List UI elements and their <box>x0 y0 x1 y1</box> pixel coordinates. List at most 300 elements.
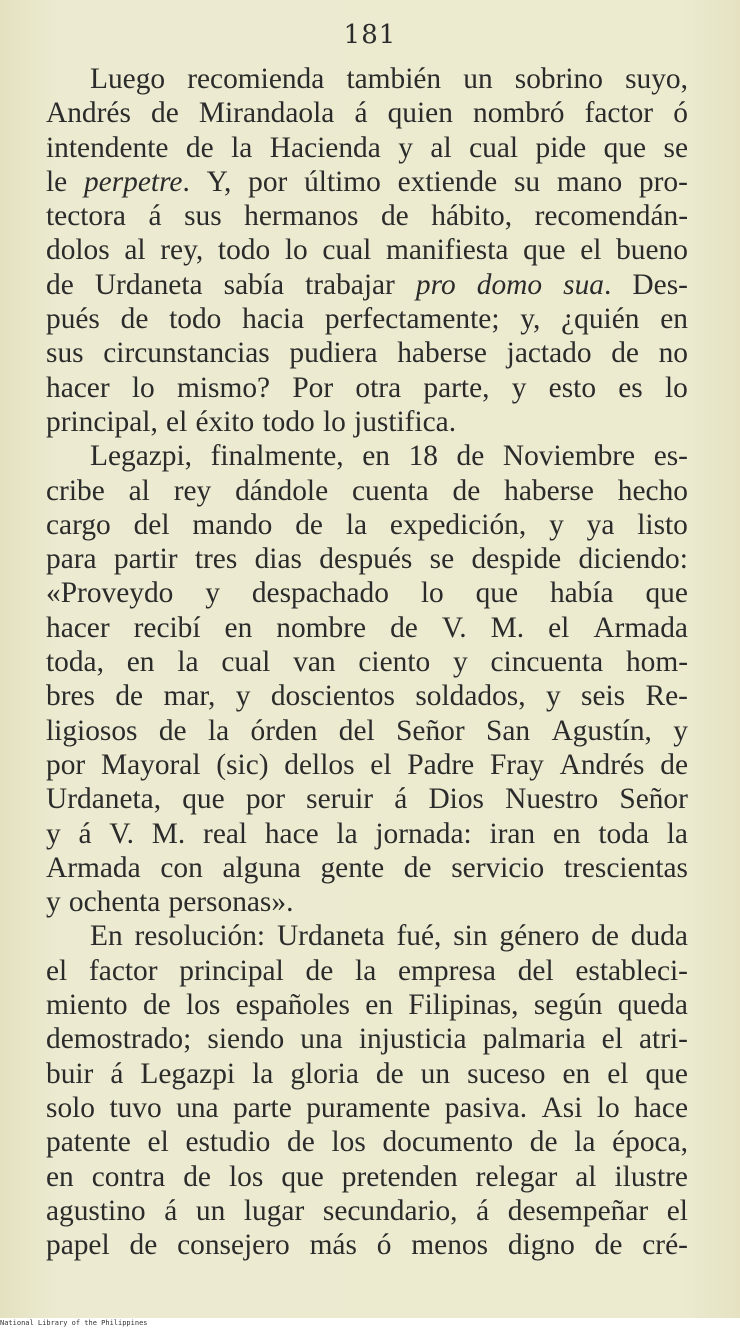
word: papel <box>46 1229 110 1262</box>
word: bres <box>46 680 95 713</box>
word: principal <box>179 954 284 987</box>
word: tres <box>194 543 238 576</box>
text-line <box>46 1228 688 1262</box>
word: un <box>420 1057 451 1090</box>
word: Re- <box>645 680 688 713</box>
word: un <box>195 1194 226 1227</box>
word: documento <box>382 1126 514 1159</box>
text-line <box>46 405 688 439</box>
word: Mayoral <box>100 748 201 781</box>
word: toda, <box>46 646 104 679</box>
word: domo <box>476 268 543 301</box>
word: de <box>660 748 688 781</box>
word: en <box>552 817 581 850</box>
text-line <box>46 885 688 919</box>
word: la <box>574 1126 596 1159</box>
text-line <box>46 1022 688 1056</box>
word: alguna <box>222 851 301 884</box>
word: de <box>185 131 214 164</box>
word: según <box>533 989 603 1022</box>
word: de <box>611 337 639 370</box>
word: había <box>549 577 614 610</box>
word: despide <box>471 543 562 576</box>
word: los <box>228 1160 264 1193</box>
word: jactado <box>506 337 592 370</box>
word: en <box>365 989 393 1022</box>
text-line <box>46 748 688 782</box>
word: es- <box>653 440 688 473</box>
word: Señor <box>619 783 688 816</box>
word: hacia <box>242 303 305 336</box>
word: mar, <box>163 680 216 713</box>
word: duda <box>630 920 688 953</box>
word: Asi <box>541 1091 583 1124</box>
text-line <box>46 851 688 885</box>
word: le <box>46 165 68 198</box>
word: Por <box>292 371 334 404</box>
word: de <box>183 1160 211 1193</box>
text-line <box>46 1091 688 1125</box>
word: Noviembre <box>502 440 636 473</box>
text-line <box>46 679 688 713</box>
word: seruir <box>306 783 374 816</box>
word: toda <box>598 817 649 850</box>
word: cargo <box>46 508 111 541</box>
text-line <box>46 131 688 165</box>
word: pasiva. <box>444 1091 528 1124</box>
word: á <box>78 817 92 850</box>
word: la <box>177 646 199 679</box>
word: de <box>120 303 149 336</box>
word: en <box>126 646 155 679</box>
word: hábito, <box>431 200 513 233</box>
word: atri- <box>639 1023 688 1056</box>
word: el <box>46 954 68 987</box>
text-line <box>46 199 688 233</box>
text-line <box>46 1125 688 1159</box>
word: Luego <box>90 63 166 95</box>
word: Mirandaola <box>198 97 335 130</box>
word: perpetre. <box>83 165 190 198</box>
word: de <box>142 989 171 1022</box>
word: V. <box>441 611 467 644</box>
word: que <box>645 577 688 610</box>
word: pro- <box>638 165 688 198</box>
word: cincuenta <box>490 646 604 679</box>
word: es <box>618 371 643 404</box>
text-line <box>46 96 688 130</box>
text-line <box>46 371 688 405</box>
word: solo <box>46 1091 95 1124</box>
word: todo <box>169 303 222 336</box>
word: de <box>129 1229 158 1262</box>
word: que <box>475 577 519 610</box>
word: y <box>549 508 564 541</box>
word: principal, <box>46 405 158 438</box>
word: miento <box>46 989 128 1022</box>
word: sus <box>184 200 222 233</box>
word: por <box>245 783 285 816</box>
word: sobrino <box>514 63 603 95</box>
text-line <box>46 233 688 267</box>
word: agustino <box>46 1194 146 1227</box>
word: factor <box>584 97 654 130</box>
word: los <box>186 989 221 1022</box>
word: esto <box>548 371 597 404</box>
word: y <box>545 680 561 713</box>
word: hom- <box>625 646 688 679</box>
word: V. <box>109 817 135 850</box>
word: no <box>658 337 688 370</box>
word: una <box>176 1091 219 1124</box>
word: en <box>224 611 253 644</box>
word: ochenta <box>68 886 161 919</box>
word: que <box>523 234 566 267</box>
word: una <box>300 1023 343 1056</box>
word: puramente <box>306 1091 431 1124</box>
word: sabía <box>223 268 285 301</box>
word: M. <box>151 817 186 850</box>
word: que <box>645 1057 688 1090</box>
word: despachado <box>251 577 389 610</box>
word: Señor <box>396 714 465 747</box>
text-line <box>46 508 688 542</box>
word: demostrado; <box>46 1023 192 1056</box>
word: 18 <box>408 440 438 473</box>
word: bueno <box>616 234 688 267</box>
text-line <box>46 714 688 748</box>
page-number: 181 <box>343 20 397 50</box>
text-line <box>46 611 688 645</box>
word: de <box>295 508 323 541</box>
word: de <box>158 714 187 747</box>
word: Dios <box>428 783 484 816</box>
word: consejero <box>177 1229 290 1262</box>
word: suyo, <box>625 63 688 95</box>
word: Y, <box>206 165 232 198</box>
word: su <box>513 165 541 198</box>
word: buir <box>46 1057 94 1090</box>
word: de <box>591 920 619 953</box>
word: y <box>453 646 468 679</box>
word: á <box>148 200 162 233</box>
word: Andrés <box>559 748 645 781</box>
word: rey, <box>160 234 204 267</box>
word: nombró <box>473 97 565 130</box>
text-line <box>46 576 688 610</box>
word: seis <box>581 680 626 713</box>
word: trabajar <box>305 268 395 301</box>
word: lo <box>322 405 346 438</box>
word: hecho <box>617 474 688 507</box>
word: sus <box>46 337 84 370</box>
word: van <box>293 646 336 679</box>
word: estableci- <box>575 954 688 987</box>
word: Filipinas, <box>408 989 519 1022</box>
word: expedición, <box>389 508 527 541</box>
word: en <box>660 303 688 336</box>
word: á <box>394 783 408 816</box>
word: secundario, <box>322 1194 458 1227</box>
word: hacer <box>46 371 110 404</box>
word: los <box>331 1126 366 1159</box>
word: del <box>133 508 170 541</box>
word: en <box>46 1160 74 1193</box>
word: recibí <box>133 611 201 644</box>
word: dellos <box>284 748 355 781</box>
word: menos <box>411 1229 489 1262</box>
word: de <box>305 954 334 987</box>
word: Legazpi <box>140 1057 236 1090</box>
word: Armada <box>593 611 688 644</box>
word: perfectamente; <box>324 303 500 336</box>
word: el <box>370 748 392 781</box>
word: dias <box>254 543 302 576</box>
word: quien <box>387 97 453 130</box>
word: la <box>666 817 688 850</box>
word: órden <box>250 714 318 747</box>
word: Andrés <box>46 97 131 130</box>
word: el <box>607 1057 629 1090</box>
text-line <box>46 439 688 473</box>
word: la <box>345 508 368 541</box>
word: y <box>673 714 688 747</box>
word: al <box>575 1160 597 1193</box>
word: en <box>562 1057 591 1090</box>
word: (sic) <box>216 748 269 781</box>
word: Armada <box>46 851 141 884</box>
text-line <box>46 1194 688 1228</box>
word: el <box>666 1194 688 1227</box>
word: la <box>252 1057 274 1090</box>
word: de <box>390 611 418 644</box>
word: se <box>663 131 688 164</box>
word: gloria <box>290 1057 359 1090</box>
word: y <box>46 817 61 850</box>
text-line <box>46 62 688 96</box>
text-line <box>46 782 688 816</box>
word: Hacienda <box>269 131 381 164</box>
word: dolos <box>46 234 110 267</box>
word: haberse <box>504 474 594 507</box>
word: al <box>128 474 150 507</box>
text-line <box>46 1160 688 1194</box>
word: del <box>517 954 554 987</box>
word: del <box>338 714 375 747</box>
word: hermanos <box>244 200 359 233</box>
text-line <box>46 336 688 370</box>
word: al <box>124 234 146 267</box>
text-line <box>46 542 688 576</box>
word: lugar <box>243 1194 305 1227</box>
word: Fray <box>489 748 544 781</box>
word: Padre <box>407 748 475 781</box>
word: lo <box>420 577 444 610</box>
word: el <box>601 1023 623 1056</box>
word: á <box>354 97 368 130</box>
word: por <box>248 165 288 198</box>
word: y <box>205 577 220 610</box>
word: hace <box>264 817 319 850</box>
word: cual <box>469 131 519 164</box>
word: parte, <box>423 371 490 404</box>
word: M. <box>490 611 525 644</box>
word: de <box>452 474 481 507</box>
word: sua. <box>563 268 612 301</box>
word: ilustre <box>614 1160 688 1193</box>
word: recomienda <box>187 63 325 95</box>
word: hacer <box>46 611 110 644</box>
word: lo <box>665 371 688 404</box>
word: con <box>160 851 203 884</box>
word: cual <box>322 234 372 267</box>
word: de <box>403 851 432 884</box>
body-text <box>46 62 688 1262</box>
word: de <box>456 440 485 473</box>
word: diciendo: <box>578 543 688 576</box>
word: otra <box>355 371 402 404</box>
word: de <box>46 268 74 301</box>
word: último <box>304 165 381 198</box>
word: á <box>110 1057 124 1090</box>
text-line <box>46 988 688 1022</box>
text-line <box>46 165 688 199</box>
word: y <box>511 371 527 404</box>
word: servicio <box>451 851 545 884</box>
word: parte <box>233 1091 292 1124</box>
word: lo <box>131 371 155 404</box>
text-line <box>46 919 688 953</box>
word: relegar <box>475 1160 558 1193</box>
word: palmaria <box>482 1023 586 1056</box>
word: pretenden <box>341 1160 458 1193</box>
word: el <box>147 1126 169 1159</box>
word: tectora <box>46 200 126 233</box>
word: á <box>476 1194 490 1227</box>
word: ya <box>586 508 615 541</box>
word: de <box>375 1057 404 1090</box>
word: mando <box>192 508 273 541</box>
word: la <box>355 954 377 987</box>
word: Nuestro <box>505 783 599 816</box>
word: siendo <box>207 1023 285 1056</box>
word: todo <box>262 405 315 438</box>
text-line <box>46 302 688 336</box>
word: listo <box>637 508 688 541</box>
word: cré- <box>642 1229 688 1262</box>
word: de <box>380 200 409 233</box>
word: época, <box>612 1126 688 1159</box>
word: San <box>486 714 531 747</box>
word: resolución: <box>134 920 266 953</box>
word: desempeñar <box>507 1194 649 1227</box>
word: Legazpi, <box>90 440 192 473</box>
word: nombre <box>276 611 367 644</box>
word: para <box>46 543 97 576</box>
word: se <box>429 543 455 576</box>
word: manifiesta <box>386 234 509 267</box>
word: digno <box>507 1229 575 1262</box>
word: y <box>235 680 251 713</box>
word: la <box>336 817 358 850</box>
word: y, <box>520 303 541 336</box>
word: de <box>529 1126 558 1159</box>
word: real <box>203 817 248 850</box>
word: circunstancias <box>103 337 270 370</box>
word: al <box>430 131 452 164</box>
word: mismo? <box>177 371 271 404</box>
word: Agustín, <box>551 714 652 747</box>
text-line <box>46 645 688 679</box>
word: gente <box>320 851 385 884</box>
word: injusticia <box>358 1023 467 1056</box>
word: sin <box>453 920 488 953</box>
word: dándole <box>235 474 329 507</box>
word: recomendán- <box>534 200 688 233</box>
word: Urdaneta <box>276 920 385 953</box>
word: mano <box>556 165 623 198</box>
word: iran <box>489 817 536 850</box>
word: pudiera <box>289 337 378 370</box>
word: la <box>231 131 253 164</box>
text-line <box>46 1057 688 1091</box>
word: éxito <box>195 405 255 438</box>
word: ¿quién <box>561 303 640 336</box>
word: tuvo <box>109 1091 162 1124</box>
word: de <box>115 680 144 713</box>
word: Urdaneta, <box>46 783 162 816</box>
word: pués <box>46 303 100 336</box>
word: factor <box>88 954 158 987</box>
word: doscientos <box>270 680 395 713</box>
word: cribe <box>46 474 105 507</box>
word: patente <box>46 1126 131 1159</box>
text-line <box>46 954 688 988</box>
word: pide <box>535 131 587 164</box>
text-line <box>46 474 688 508</box>
word: por <box>46 748 86 781</box>
word: pro <box>415 268 456 301</box>
word: el <box>580 234 602 267</box>
word: fué, <box>396 920 442 953</box>
word: que <box>281 1160 324 1193</box>
word: suceso <box>467 1057 546 1090</box>
word: estudio <box>185 1126 271 1159</box>
word: finalmente, <box>210 440 344 473</box>
word: después <box>319 543 413 576</box>
word: Des- <box>632 268 688 301</box>
word: el <box>166 405 188 438</box>
word: y <box>46 886 61 919</box>
word: y <box>398 131 413 164</box>
word: lo <box>284 234 308 267</box>
word: cual <box>221 646 271 679</box>
word: extiende <box>397 165 498 198</box>
text-line <box>46 268 688 302</box>
word: género <box>499 920 580 953</box>
word: ó <box>673 97 688 130</box>
word: también <box>346 63 442 95</box>
word: rey <box>173 474 212 507</box>
word: á <box>164 1194 178 1227</box>
word: ó <box>376 1229 392 1262</box>
word: partir <box>113 543 178 576</box>
footer-credit: National Library of the Philippines <box>0 1318 740 1328</box>
word: españoles <box>235 989 350 1022</box>
word: hace <box>634 1091 688 1124</box>
word: empresa <box>398 954 496 987</box>
word: «Proveydo <box>46 577 174 610</box>
